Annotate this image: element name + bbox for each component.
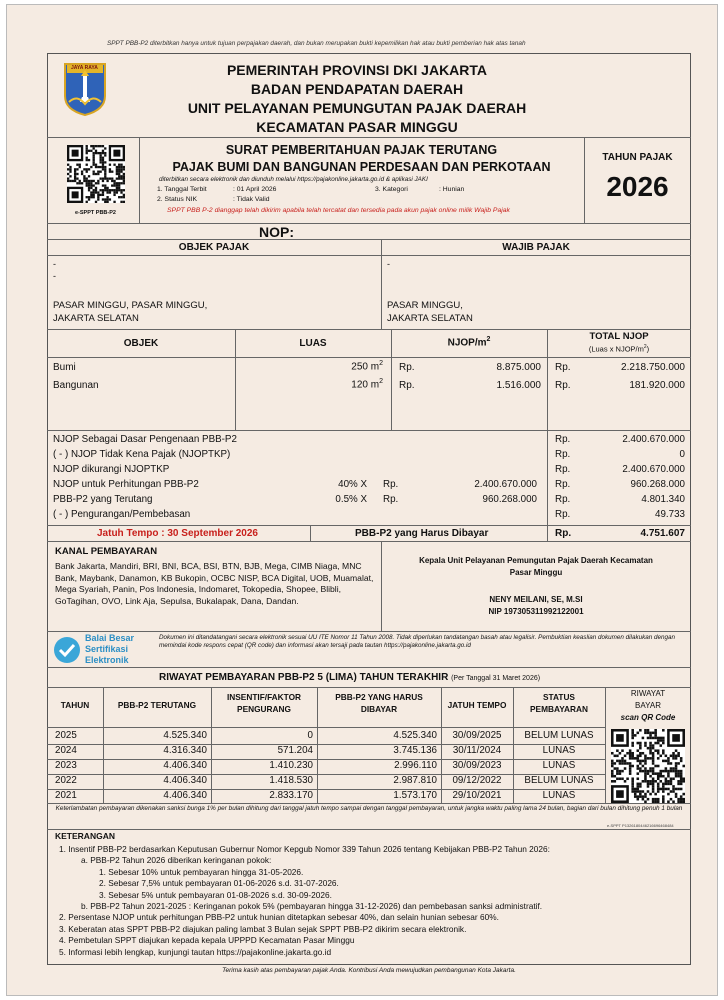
riwayat-bayar-qr-code: [611, 729, 685, 803]
calc-label: ( - ) Pengurangan/Pembebasan: [53, 509, 191, 520]
header-line1: PEMERINTAH PROVINSI DKI JAKARTA: [226, 62, 488, 78]
kepala-nip: NIP 197305311992122001: [488, 607, 584, 616]
riwayat-harus: 2.996.110: [394, 760, 437, 771]
row-bangunan-total: 181.920.000: [629, 380, 685, 391]
riwayat-tahun: 2022: [55, 775, 77, 786]
calc-value: 960.268.000: [630, 479, 685, 490]
calc-value: 4.801.340: [641, 494, 685, 505]
divider: [310, 525, 311, 541]
col-luas: LUAS: [299, 338, 327, 349]
tanggal-terbit-label: 1. Tanggal Terbit: [157, 186, 207, 193]
rp: Rp.: [555, 509, 571, 520]
riwayat-qr-l2: BAYAR: [635, 701, 661, 710]
calc-mid: 960.268.000: [482, 494, 537, 505]
riwayat-header: PEMBAYARAN: [530, 704, 588, 714]
col-total-sub: [547, 345, 691, 354]
tanggal-terbit-value: : 01 April 2026: [233, 186, 277, 193]
rp: Rp.: [555, 362, 571, 373]
calc-label: NJOP dikurangi NJOPTKP: [53, 464, 170, 475]
riwayat-header: TAHUN: [60, 700, 90, 710]
objek-line2: -: [53, 271, 56, 281]
keterangan-item: 1. Insentif PBB-P2 berdasarkan Keputusan Gubernur Nomor Kepgub Nomor 339 Tahun 2026 tentang Kebijakan PBB-P2 Tahun 2026:: [59, 844, 550, 854]
divider: [605, 687, 606, 803]
kepala-name: NENY MEILANI, SE, M.SI: [489, 595, 583, 604]
objek-pajak-header: OBJEK PAJAK: [178, 242, 250, 253]
jakarta-emblem-logo: [63, 60, 107, 116]
riwayat-qr-l3: scan QR Code: [620, 713, 676, 722]
riwayat-insentif: 2.833.170: [269, 790, 313, 801]
divider: [47, 687, 691, 688]
sppt-document: [6, 4, 718, 996]
doc-note: Dokumen ini ditandatangani secara elektronik sesuai UU ITE Nomor 11 Tahun 2008. Tidak diperlukan tandatangan basah atau legalisir. Pembuktian keaslian dokumen dilakukan dengan memindai kode respons cepat (QR code) dan informasi akan tersaji pada tautan https://pajakonline.jakarta.go.id: [159, 634, 676, 650]
rp: Rp.: [399, 380, 415, 391]
riwayat-jatuh: 30/09/2025: [452, 730, 502, 741]
rp: Rp.: [383, 479, 399, 490]
riwayat-header: PBB-P2 TERUTANG: [117, 700, 197, 710]
col-objek: OBJEK: [123, 338, 159, 349]
riwayat-tahun: 2025: [55, 730, 77, 741]
riwayat-status: LUNAS: [542, 760, 576, 771]
rp: Rp.: [399, 362, 415, 373]
e-sppt-qr-code: [67, 145, 125, 203]
kanal-title: KANAL PEMBAYARAN: [55, 546, 158, 557]
kepala-title2: Pasar Minggu: [509, 568, 563, 577]
qr-label: e-SPPT PBB-P2: [75, 210, 116, 216]
header-line2: BADAN PENDAPATAN DAERAH: [250, 81, 464, 97]
keterangan-item: b. PBB-P2 Tahun 2021-2025 : Keringanan pokok 5% (pembayaran hingga 31-12-2026) dan pembebasan sanksi administratif.: [81, 901, 543, 911]
riwayat-tahun: 2024: [55, 745, 77, 756]
riwayat-terutang: 4.316.340: [163, 745, 207, 756]
rp: Rp.: [555, 380, 571, 391]
objek-address2: JAKARTA SELATAN: [53, 313, 139, 324]
calc-value: 49.733: [655, 509, 685, 520]
late-note: Keterlambatan pembayaran dikenakan sanksi bunga 1% per bulan dihitung dari tanggal jatuh tempo sampai dengan tanggal pembayaran, untuk jangka waktu paling lama 24 bulan, bagian dari bulan dihitung penuh 1 bulan: [55, 805, 683, 812]
riwayat-terutang: 4.406.340: [163, 760, 207, 771]
col-total-njop: TOTAL NJOP: [589, 331, 649, 342]
col-total-sub-text: (Luas x NJOP/m: [588, 344, 644, 354]
divider: [547, 329, 548, 525]
col-njop-text: NJOP/m: [447, 337, 487, 349]
riwayat-title-text: RIWAYAT PEMBAYARAN PBB-P2 5 (LIMA) TAHUN TERAKHIR: [159, 672, 449, 683]
rp: Rp.: [383, 494, 399, 505]
divider: [547, 525, 548, 541]
riwayat-insentif: 1.418.530: [269, 775, 313, 786]
notice-red: SPPT PBB P-2 dianggap telah dikirim apabila telah tercatat dan tersedia pada akun pajak online milik Wajib Pajak: [167, 207, 510, 214]
rp: Rp.: [555, 494, 571, 505]
kategori-label: 3. Kategori: [375, 186, 408, 193]
calc-value: 0: [679, 449, 685, 460]
keterangan-item: 5. Informasi lebih lengkap, kunjungi tautan https://pajakonline.jakarta.go.id: [59, 946, 332, 957]
nop-label: NOP:: [259, 224, 294, 240]
col-njop: [391, 336, 547, 349]
row-bangunan-njop: 1.516.000: [496, 380, 541, 391]
calc-value: 2.400.670.000: [622, 434, 685, 445]
riwayat-header: PBB-P2 YANG HARUS: [335, 692, 423, 702]
title-line2: PAJAK BUMI DAN BANGUNAN PERDESAAN DAN PERKOTAAN: [172, 160, 551, 174]
divider: [47, 667, 691, 668]
calc-mid: 2.400.670.000: [474, 479, 537, 490]
row-bumi-luas: [235, 360, 383, 373]
divider: [47, 223, 691, 224]
sup: 2: [486, 336, 491, 343]
divider: [381, 541, 382, 631]
row-bangunan-luas: [235, 378, 383, 391]
divider: [47, 430, 691, 431]
calc-value: 2.400.670.000: [622, 464, 685, 475]
riwayat-harus: 2.987.810: [393, 775, 437, 786]
riwayat-header: DIBAYAR: [360, 704, 398, 714]
riwayat-title-sub: (Per Tanggal 31 Maret 2026): [451, 675, 541, 682]
riwayat-header: INSENTIF/FAKTOR: [226, 692, 302, 702]
riwayat-harus: 3.745.136: [393, 745, 437, 756]
riwayat-tahun: 2021: [55, 790, 77, 801]
divider: [47, 357, 691, 358]
bsre-line2: Sertifikasi: [85, 644, 129, 654]
objek-line1: -: [53, 259, 56, 269]
keterangan-item: 2. Persentase NJOP untuk perhitungan PBB-P2 untuk hunian ditetapkan sebesar 40%, dan selain hunian sebesar 60%.: [59, 912, 499, 923]
kepala-title1: Kepala Unit Pelayanan Pemungutan Pajak Daerah Kecamatan: [419, 556, 653, 565]
row-bumi-total: 2.218.750.000: [621, 362, 685, 373]
harus-dibayar-value: 4.751.607: [640, 528, 685, 539]
doc-code: e-SPPT P1326180446216696468484: [607, 823, 674, 828]
calc-label: NJOP Sebagai Dasar Pengenaan PBB-P2: [53, 434, 237, 445]
riwayat-insentif: 571.204: [277, 745, 313, 756]
calc-label: PBB-P2 yang Terutang: [53, 494, 153, 505]
riwayat-qr-l1: RIWAYAT: [630, 689, 666, 698]
divider: [47, 541, 691, 542]
row-bumi-objek: Bumi: [53, 362, 76, 373]
jatuh-tempo: Jatuh Tempo : 30 September 2026: [97, 528, 258, 539]
riwayat-jatuh: 09/12/2022: [452, 775, 502, 786]
riwayat-status: LUNAS: [542, 790, 576, 801]
divider: [47, 829, 691, 830]
logo-text: JAYA RAYA: [71, 65, 98, 71]
riwayat-terutang: 4.525.340: [163, 730, 207, 741]
footer-note: Terima kasih atas pembayaran pajak Anda. Kontribusi Anda mewujudkan pembangunan Kota Jakarta.: [222, 967, 516, 974]
riwayat-status: BELUM LUNAS: [524, 775, 594, 786]
tahun-pajak-value: 2026: [606, 171, 669, 202]
row-bumi-luas-text: 250 m: [351, 361, 380, 373]
divider: [47, 803, 691, 804]
sup: 2: [643, 344, 647, 350]
riwayat-harus: 4.525.340: [393, 730, 437, 741]
row-bangunan-luas-text: 120 m: [351, 379, 380, 391]
status-nik-label: 2. Status NIK: [157, 196, 198, 203]
riwayat-insentif: 0: [307, 730, 313, 741]
keterangan-item: 3. Keberatan atas SPPT PBB-P2 diajukan paling lambat 3 Bulan sejak SPPT PBB-P2 dikirim secara elektronik.: [59, 923, 467, 934]
riwayat-tahun: 2023: [55, 760, 77, 771]
kategori-value: : Hunian: [439, 186, 465, 193]
title-sub: diterbitkan secara elektronik dan diunduh melalui https://pajakonline.jakarta.go.id & aplikasi JAKI: [159, 176, 428, 183]
wajib-address2: JAKARTA SELATAN: [387, 313, 473, 324]
riwayat-status: BELUM LUNAS: [524, 730, 594, 741]
riwayat-jatuh: 29/10/2021: [452, 790, 502, 801]
rp: Rp.: [555, 449, 571, 460]
riwayat-jatuh: 30/11/2024: [452, 745, 502, 756]
header-line3: UNIT PELAYANAN PEMUNGUTAN PAJAK DAERAH: [187, 100, 527, 116]
riwayat-status: LUNAS: [542, 745, 576, 756]
status-nik-value: : Tidak Valid: [233, 196, 270, 203]
keterangan-item: 4. Pembetulan SPPT diajukan kepada kepala UPPPD Kecamatan Pasar Minggu: [59, 935, 355, 946]
tahun-pajak-label: TAHUN PAJAK: [602, 152, 673, 163]
riwayat-header: STATUS: [543, 692, 575, 702]
rp: Rp.: [555, 464, 571, 475]
wajib-pajak-header: WAJIB PAJAK: [502, 242, 570, 253]
objek-address1: PASAR MINGGU, PASAR MINGGU,: [53, 300, 208, 311]
keterangan-item: 3. Sebesar 5% untuk pembayaran 01-08-2026 s.d. 30-09-2026.: [99, 889, 332, 900]
header-line4: KECAMATAN PASAR MINGGU: [256, 119, 458, 135]
riwayat-terutang: 4.406.340: [163, 790, 207, 801]
rp: Rp.: [555, 434, 571, 445]
keterangan-item: a. PBB-P2 Tahun 2026 diberikan keringanan pokok:: [81, 855, 272, 866]
divider: [47, 239, 691, 240]
kanal-list: Bank Jakarta, Mandiri, BRI, BNI, BCA, BSI, BTN, BJB, Mega, CIMB Niaga, MNC Bank, Maybank, Danamon, KB Bukopin, OCBC NISP, BCA Digital, UOB, Muamalat, Mega Syariah, Panin, Pos Indonesia, Indomaret, Tokopedia, Shopee, Blibli, GoTagihan, OVO, Link Aja, Sepulsa, Bukalapak, Dana, Dandan.: [55, 561, 374, 607]
rp: Rp.: [555, 528, 572, 539]
bsre-line3: Elektronik: [85, 655, 129, 665]
wajib-line1: -: [387, 259, 390, 269]
divider: [47, 631, 691, 632]
title-line1: SURAT PEMBERITAHUAN PAJAK TERUTANG: [225, 143, 498, 157]
riwayat-harus: 1.573.170: [393, 790, 437, 801]
top-note: SPPT PBB-P2 diterbitkan hanya untuk tujuan perpajakan daerah, dan bukan merupakan bukti kepemilikan hak atau bukti pemberian hak atas tanah: [107, 40, 526, 47]
calc-label: ( - ) NJOP Tidak Kena Pajak (NJOPTKP): [53, 449, 231, 460]
calc-pct: 0.5% X: [335, 494, 367, 505]
harus-dibayar-label: PBB-P2 yang Harus Dibayar: [355, 528, 489, 539]
bsre-line1: Balai Besar: [85, 633, 135, 643]
riwayat-header: PENGURANG: [237, 704, 291, 714]
divider: [47, 727, 605, 728]
divider: [47, 329, 691, 330]
riwayat-terutang: 4.406.340: [163, 775, 207, 786]
keterangan-item: 2. Sebesar 7,5% untuk pembayaran 01-06-2026 s.d. 31-07-2026.: [99, 878, 339, 889]
divider: [47, 525, 691, 526]
bsre-logo-icon: [53, 635, 81, 665]
calc-pct: 40% X: [338, 479, 367, 490]
calc-label: NJOP untuk Perhitungan PBB-P2: [53, 479, 199, 490]
riwayat-header: JATUH TEMPO: [447, 700, 507, 710]
wajib-address1: PASAR MINGGU,: [387, 300, 463, 311]
row-bangunan-objek: Bangunan: [53, 380, 99, 391]
riwayat-title: [159, 672, 540, 684]
riwayat-insentif: 1.410.230: [269, 760, 313, 771]
col-total-sub-end: ): [646, 344, 650, 354]
row-bumi-njop: 8.875.000: [496, 362, 541, 373]
keterangan-title: KETERANGAN: [55, 831, 115, 841]
keterangan-item: 1. Sebesar 10% untuk pembayaran hingga 31-05-2026.: [99, 866, 304, 877]
divider: [47, 137, 691, 138]
sup: 2: [379, 360, 383, 367]
riwayat-jatuh: 30/09/2023: [452, 760, 502, 771]
sup: 2: [379, 378, 383, 385]
rp: Rp.: [555, 479, 571, 490]
divider: [47, 255, 691, 256]
